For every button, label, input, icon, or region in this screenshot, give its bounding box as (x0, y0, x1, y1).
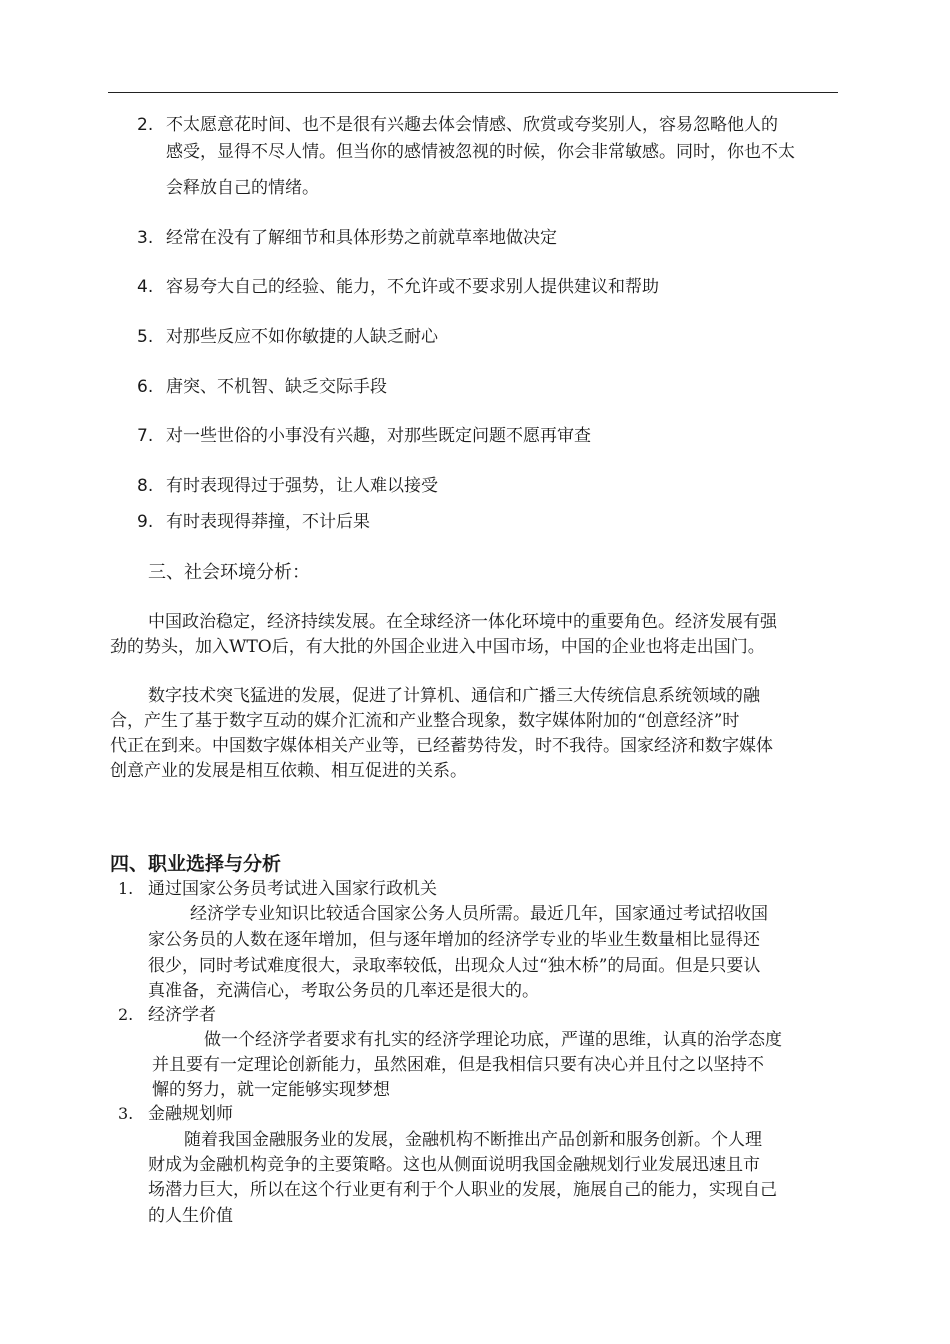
paragraph-line: 数字技术突飞猛进的发展，促进了计算机、通信和广播三大传统信息系统领域的融 (148, 686, 760, 706)
list-item: 有时表现得过于强势，让人难以接受 (166, 476, 438, 496)
list-number: 3. (137, 228, 154, 248)
list-number: 8. (137, 476, 154, 496)
paragraph-line: 的人生价值 (148, 1206, 233, 1226)
paragraph-line: 创意产业的发展是相互依赖、相互促进的关系。 (110, 761, 467, 781)
paragraph-line: 真准备，充满信心，考取公务员的几率还是很大的。 (148, 981, 539, 1001)
career-number: 1. (118, 879, 134, 898)
paragraph-line: 随着我国金融服务业的发展，金融机构不断推出产品创新和服务创新。个人理 (184, 1130, 762, 1150)
list-item-line: 不太愿意花时间、也不是很有兴趣去体会情感、欣赏或夸奖别人，容易忽略他人的 (166, 115, 778, 135)
list-item-line: 会释放自己的情绪。 (166, 178, 319, 198)
paragraph-line: 劲的势头，加入WTO后，有大批的外国企业进入中国市场，中国的企业也将走出国门。 (110, 637, 765, 657)
list-item: 容易夸大自己的经验、能力，不允许或不要求别人提供建议和帮助 (166, 277, 659, 297)
section-heading-career-choice: 四、职业选择与分析 (110, 853, 282, 875)
paragraph-line: 中国政治稳定，经济持续发展。在全球经济一体化环境中的重要角色。经济发展有强 (148, 612, 777, 632)
list-item: 有时表现得莽撞，不计后果 (166, 512, 370, 532)
paragraph-line: 家公务员的人数在逐年增加，但与逐年增加的经济学专业的毕业生数量相比显得还 (148, 930, 760, 950)
list-number: 5. (137, 327, 154, 347)
list-number: 9. (137, 512, 154, 532)
list-item: 对一些世俗的小事没有兴趣，对那些既定问题不愿再审查 (166, 426, 591, 446)
paragraph-line: 并且要有一定理论创新能力，虽然困难，但是我相信只要有决心并且付之以坚持不 (152, 1055, 764, 1075)
career-number: 3. (118, 1104, 134, 1123)
paragraph-line: 懈的努力，就一定能够实现梦想 (152, 1080, 390, 1100)
paragraph-line: 经济学专业知识比较适合国家公务人员所需。最近几年，国家通过考试招收国 (190, 904, 768, 924)
list-number: 4. (137, 277, 154, 297)
paragraph-line: 很少，同时考试难度很大，录取率较低，出现众人过“独木桥”的局面。但是只要认 (148, 956, 761, 976)
list-number: 6. (137, 377, 154, 397)
paragraph-line: 合，产生了基于数字互动的媒介汇流和产业整合现象，数字媒体附加的“创意经济”时 (110, 711, 740, 731)
header-rule (108, 92, 838, 93)
career-title: 经济学者 (148, 1005, 216, 1025)
paragraph-line: 场潜力巨大，所以在这个行业更有利于个人职业的发展，施展自己的能力，实现自己 (148, 1180, 777, 1200)
paragraph-line: 财成为金融机构竞争的主要策略。这也从侧面说明我国金融规划行业发展迅速且市 (148, 1155, 760, 1175)
list-item: 对那些反应不如你敏捷的人缺乏耐心 (166, 327, 438, 347)
list-item-line: 感受，显得不尽人情。但当你的感情被忽视的时候，你会非常敏感。同时，你也不太 (166, 142, 795, 162)
career-title: 金融规划师 (148, 1104, 233, 1124)
list-number: 2. (137, 115, 154, 135)
career-title: 通过国家公务员考试进入国家行政机关 (148, 879, 437, 899)
list-item: 唐突、不机智、缺乏交际手段 (166, 377, 387, 397)
paragraph-line: 做一个经济学者要求有扎实的经济学理论功底，严谨的思维，认真的治学态度 (204, 1030, 782, 1050)
list-item: 经常在没有了解细节和具体形势之前就草率地做决定 (166, 228, 557, 248)
section-heading-social-environment: 三、社会环境分析： (148, 562, 310, 583)
career-number: 2. (118, 1005, 134, 1024)
list-number: 7. (137, 426, 154, 446)
paragraph-line: 代正在到来。中国数字媒体相关产业等，已经蓄势待发，时不我待。国家经济和数字媒体 (110, 736, 773, 756)
